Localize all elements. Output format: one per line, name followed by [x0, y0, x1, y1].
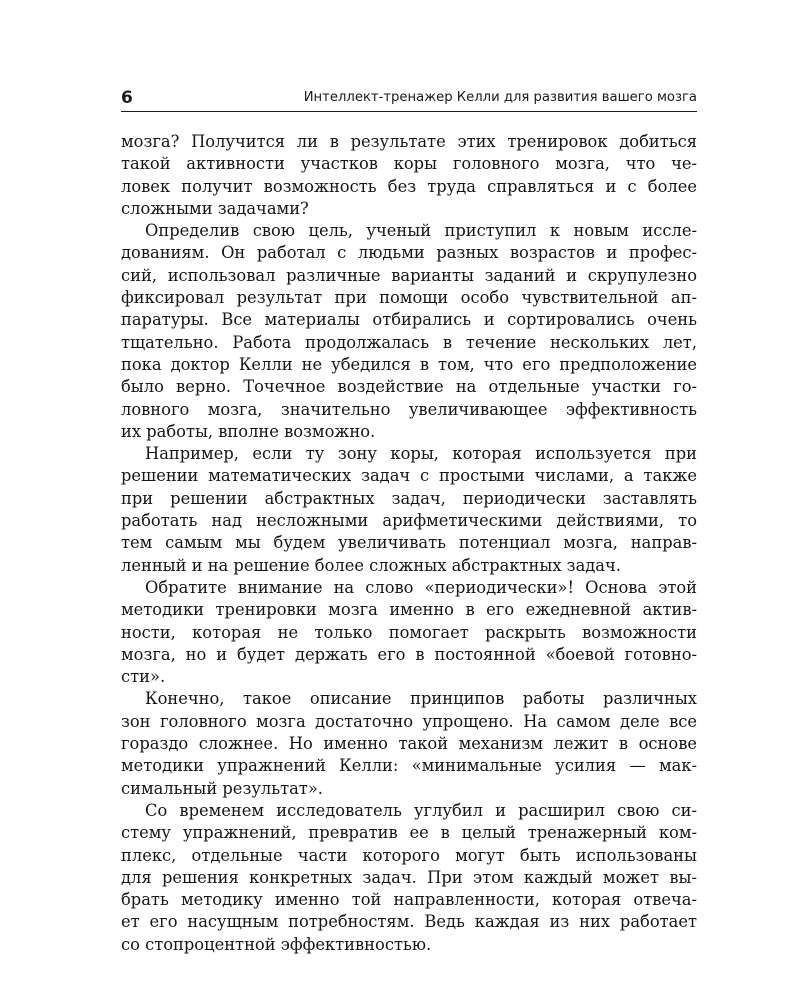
text-line: брать методику именно той направленности, которая отвеча-	[121, 890, 697, 910]
text-line: методики тренировки мозга именно в его ежедневной актив-	[121, 600, 697, 620]
text-line: ловного мозга, значительно увеличивающее эффективность	[121, 399, 697, 419]
text-line: ловек получит возможность без труда справляться и с более	[121, 176, 697, 196]
paragraph	[121, 443, 697, 577]
text-line: пока доктор Келли не убедился в том, что его предположение	[121, 354, 697, 374]
text-line: сложными задачами?	[121, 198, 309, 218]
text-line: фиксировал результат при помощи особо чувствительной ап-	[121, 288, 697, 308]
text-line: Обратите внимание на слово «периодически»! Основа этой	[145, 577, 697, 597]
text-line: дованиям. Он работал с людьми разных возрастов и профес-	[121, 243, 697, 263]
text-line: ет его насущным потребностям. Ведь каждая из них работает	[121, 912, 697, 932]
text-line: было верно. Точечное воздействие на отдельные участки го-	[121, 377, 697, 397]
page-number: 6	[121, 88, 133, 108]
text-line: плекс, отдельные части которого могут быть использованы	[121, 845, 697, 865]
text-line: мозга, но и будет держать его в постоянной «боевой готовно-	[121, 644, 697, 664]
text-line: гораздо сложнее. Но именно такой механизм лежит в основе	[121, 734, 697, 754]
running-head	[121, 84, 697, 114]
text-line: решении математических задач с простыми числами, а также	[121, 466, 697, 486]
text-line: мозга? Получится ли в результате этих тренировок добиться	[121, 132, 697, 151]
paragraph	[121, 800, 697, 956]
text-line: их работы, вполне возможно.	[121, 421, 376, 441]
text-line: ленный и на решение более сложных абстрактных задач.	[121, 555, 621, 575]
running-title: Интеллект-тренажер Келли для развития вашего мозга	[303, 90, 697, 105]
body-text	[121, 131, 697, 956]
text-line: тем самым мы будем увеличивать потенциал мозга, направ-	[121, 533, 697, 553]
text-line: такой активности участков коры головного мозга, что че-	[121, 154, 697, 174]
text-line: сти».	[121, 667, 166, 687]
text-line: работать над несложными арифметическими действиями, то	[121, 511, 697, 531]
text-line: со стопроцентной эффективностью.	[121, 934, 432, 954]
text-line: паратуры. Все материалы отбирались и сортировались очень	[121, 310, 697, 330]
paragraph	[121, 577, 697, 688]
text-line: стему упражнений, превратив ее в целый тренажерный ком-	[121, 823, 697, 843]
text-line: при решении абстрактных задач, периодически заставлять	[121, 488, 697, 508]
paragraph	[121, 220, 697, 443]
paragraph	[121, 688, 697, 799]
text-line: сий, использовал различные варианты заданий и скрупулезно	[121, 265, 697, 285]
text-line: методики упражнений Келли: «минимальные усилия — мак-	[121, 756, 697, 776]
text-line: Со временем исследователь углубил и расширил свою си-	[145, 800, 697, 820]
text-line: зон головного мозга достаточно упрощено. На самом деле все	[121, 711, 697, 731]
text-line: Конечно, такое описание принципов работы различных	[145, 689, 697, 709]
text-line: симальный результат».	[121, 778, 323, 798]
text-line: ности, которая не только помогает раскрыть возможности	[121, 622, 697, 642]
text-line: Например, если ту зону коры, которая используется при	[145, 444, 697, 464]
text-line: Определив свою цель, ученый приступил к новым иссле-	[145, 221, 697, 241]
paragraph	[121, 131, 697, 220]
header-rule	[121, 111, 697, 112]
text-line: для решения конкретных задач. При этом каждый может вы-	[121, 867, 697, 887]
text-line: тщательно. Работа продолжалась в течение нескольких лет,	[121, 332, 697, 352]
